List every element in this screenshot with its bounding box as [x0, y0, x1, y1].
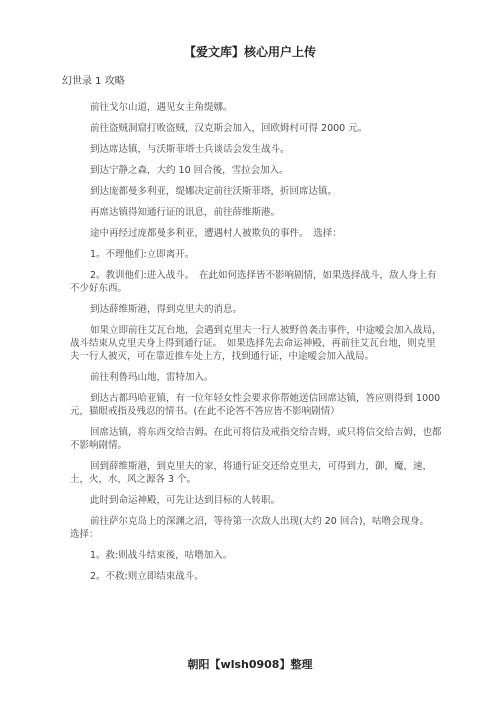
document-title: 幻世录 1 攻略: [62, 76, 125, 87]
paragraph: 1。救:则战斗结束後，咕噜加入。: [90, 550, 233, 561]
paragraph: 途中再经过庞都曼多利亚，遭遇村人被欺负的事件。 选择：: [90, 228, 342, 239]
paragraph: 到达古都玛哈亚镇，有一位年轻女性会要求你帮她送信回席达镇，答应则得到 1000 元，猫眼戒指及残忍的情书。(在此不论答不答应皆不影响剧情）: [70, 393, 441, 417]
paragraph: 到达庞都曼多利亚，缇娜决定前往沃斯菲塔，折回席达镇。: [90, 186, 338, 197]
paragraph: 前往利鲁玛山地，雷特加入。: [90, 372, 214, 383]
paragraph: 如果立即前往艾瓦台地，会遇到克里夫一行人被野兽袭击事件，中途嗳会加入战局，战斗结束从克里夫身上得到通行证。 如果选择先去命运神殿，再前往艾瓦台地，则克里夫一行人被灭，可在靠近推车处上方，找到通行证，中途嗳会加入战局。: [70, 325, 442, 362]
paragraph: 再席达镇得知通行证的讯息，前往薛维斯港。: [90, 207, 281, 218]
upload-header: 【爱文库】核心用户上传: [183, 45, 316, 59]
compiler-footer: 朝阳【wlsh0908】整理: [187, 658, 313, 671]
paragraph: 前往戈尔山道，遇见女主角缇娜。: [90, 102, 233, 113]
paragraph: 到达席达镇，与沃斯菲塔士兵谈话会发生战斗。: [90, 144, 290, 155]
paragraph: 1。不理他们:立即离开。: [90, 249, 195, 260]
paragraph: 此时到命运神殿，可先让达到目标的人转职。: [90, 495, 281, 506]
paragraph: 前往萨尔克岛上的深渊之沼，等待第一次敌人出现(大约 20 回合)，咕噜会现身。 选择：: [70, 516, 434, 540]
paragraph: 2。不救:则立即结束战斗。: [90, 571, 204, 582]
paragraph: 到达薛维斯港，得到克里夫的消息。: [90, 304, 243, 315]
paragraph: 2。教训他们:进入战斗。 在此如何选择皆不影响剧情，如果选择战斗，敌人身上有不少好东西。: [70, 270, 437, 294]
document-body: [70, 101, 442, 591]
paragraph: 回到薛维斯港，到克里夫的家，将通行证交还给克里夫，可得到力，御，魔，速，土，火，水，风之源各 3 个。: [70, 461, 433, 485]
paragraph: 到达宁静之森，大约 10 回合後，雪拉会加入。: [90, 165, 289, 176]
paragraph: 回席达镇，将东西交给吉姆。在此可将信及戒指交给吉姆，或只将信交给吉姆，也都不影响剧情。: [70, 427, 442, 451]
paragraph: 前往盗贼洞窟打败盗贼，汉克斯会加入，回欧姆村可得 2000 元。: [90, 123, 368, 134]
